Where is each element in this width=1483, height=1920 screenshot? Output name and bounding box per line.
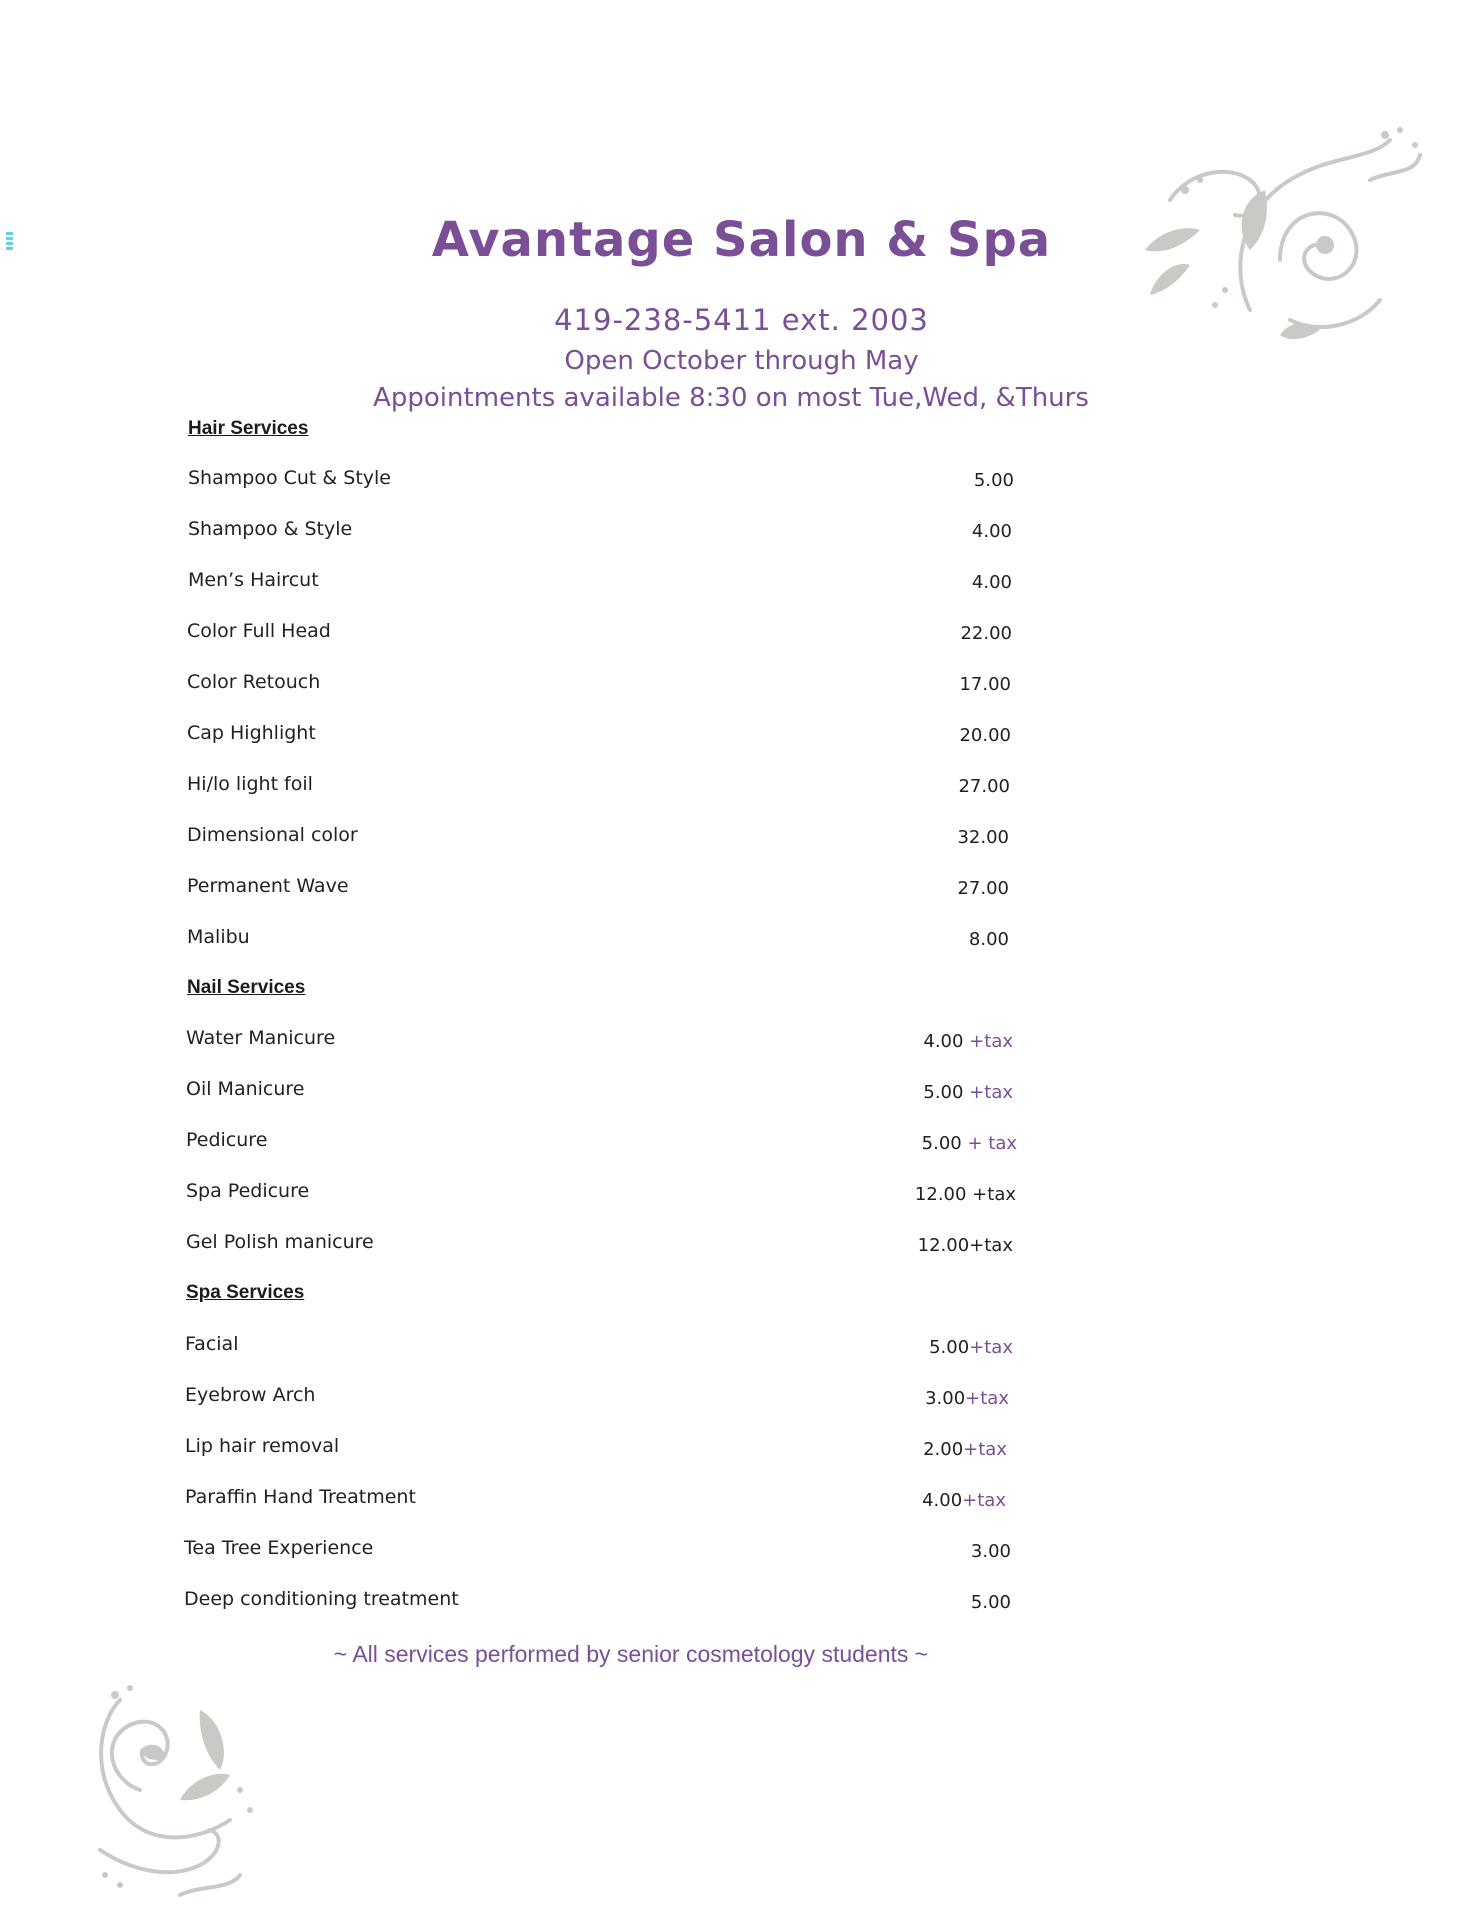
service-price: 8.00 [968,929,1009,950]
swirl-ornament-icon [80,1680,280,1910]
service-price: 20.00 [959,725,1011,746]
service-name: Shampoo & Style [188,518,353,540]
service-price [918,1235,1013,1256]
service-name: Lip hair removal [185,1435,340,1457]
tax-note: +tax [963,1439,1007,1460]
service-price [925,1388,1009,1409]
phone-number: 419-238-5411 ext. 2003 [554,303,929,337]
service-price [929,1337,1013,1358]
tax-note: +tax [963,1082,1013,1103]
service-price: 27.00 [958,776,1010,797]
service-price: 5.00 [970,1592,1011,1613]
appointment-hours: Appointments available 8:30 on most Tue,Wed, &Thurs [373,383,1089,413]
price-amount: 3.00 [925,1388,966,1409]
tax-note: +tax [962,1490,1006,1511]
service-name: Cap Highlight [187,722,316,744]
service-name: Deep conditioning treatment [184,1588,459,1610]
season-hours: Open October through May [564,346,919,376]
price-amount: 12.00 [917,1235,970,1256]
tax-note: +tax [965,1388,1009,1409]
service-name: Shampoo Cut & Style [188,467,391,489]
price-amount: 5.00 [923,1082,964,1103]
service-price [922,1490,1006,1511]
service-price: 22.00 [960,623,1012,644]
page-title: Avantage Salon & Spa [431,212,1052,268]
tax-note: +tax [969,1235,1013,1256]
price-amount: 12.00 [914,1184,967,1205]
service-name: Paraffin Hand Treatment [185,1486,416,1508]
service-name: Spa Pedicure [186,1180,310,1202]
price-amount: 2.00 [923,1439,964,1460]
price-amount: 4.00 [923,1031,964,1052]
tax-note: + tax [961,1133,1017,1154]
service-name: Malibu [187,926,250,948]
tax-note: +tax [966,1184,1016,1205]
nail-services-heading: Nail Services [187,977,306,998]
service-name: Gel Polish manicure [186,1231,374,1253]
service-price [923,1439,1007,1460]
service-price: 27.00 [957,878,1009,899]
tax-note: +tax [963,1031,1013,1052]
service-name: Eyebrow Arch [185,1384,316,1406]
service-name: Dimensional color [187,824,358,846]
tax-note: +tax [969,1337,1013,1358]
service-price: 32.00 [957,827,1009,848]
service-name: Tea Tree Experience [184,1537,374,1559]
service-price [922,1133,1017,1154]
service-name: Facial [185,1333,239,1355]
service-name: Men’s Haircut [188,569,319,591]
service-price: 4.00 [971,521,1012,542]
price-amount: 5.00 [921,1133,962,1154]
service-price: 3.00 [970,1541,1011,1562]
service-price [923,1031,1013,1052]
service-price: 5.00 [973,470,1014,491]
service-name: Color Full Head [187,620,331,642]
footer-note: ~ All services performed by senior cosmetology students ~ [333,1641,929,1667]
service-name: Oil Manicure [186,1078,305,1100]
service-name: Color Retouch [187,671,321,693]
service-name: Permanent Wave [187,875,349,897]
spa-services-heading: Spa Services [186,1282,305,1303]
service-price [923,1082,1013,1103]
hair-services-heading: Hair Services [188,418,309,439]
service-price [915,1184,1016,1205]
service-name: Water Manicure [186,1027,336,1049]
service-price: 17.00 [959,674,1011,695]
price-amount: 4.00 [922,1490,963,1511]
service-name: Hi/lo light foil [187,773,313,795]
price-amount: 5.00 [929,1337,970,1358]
service-price: 4.00 [971,572,1012,593]
service-name: Pedicure [186,1129,268,1151]
